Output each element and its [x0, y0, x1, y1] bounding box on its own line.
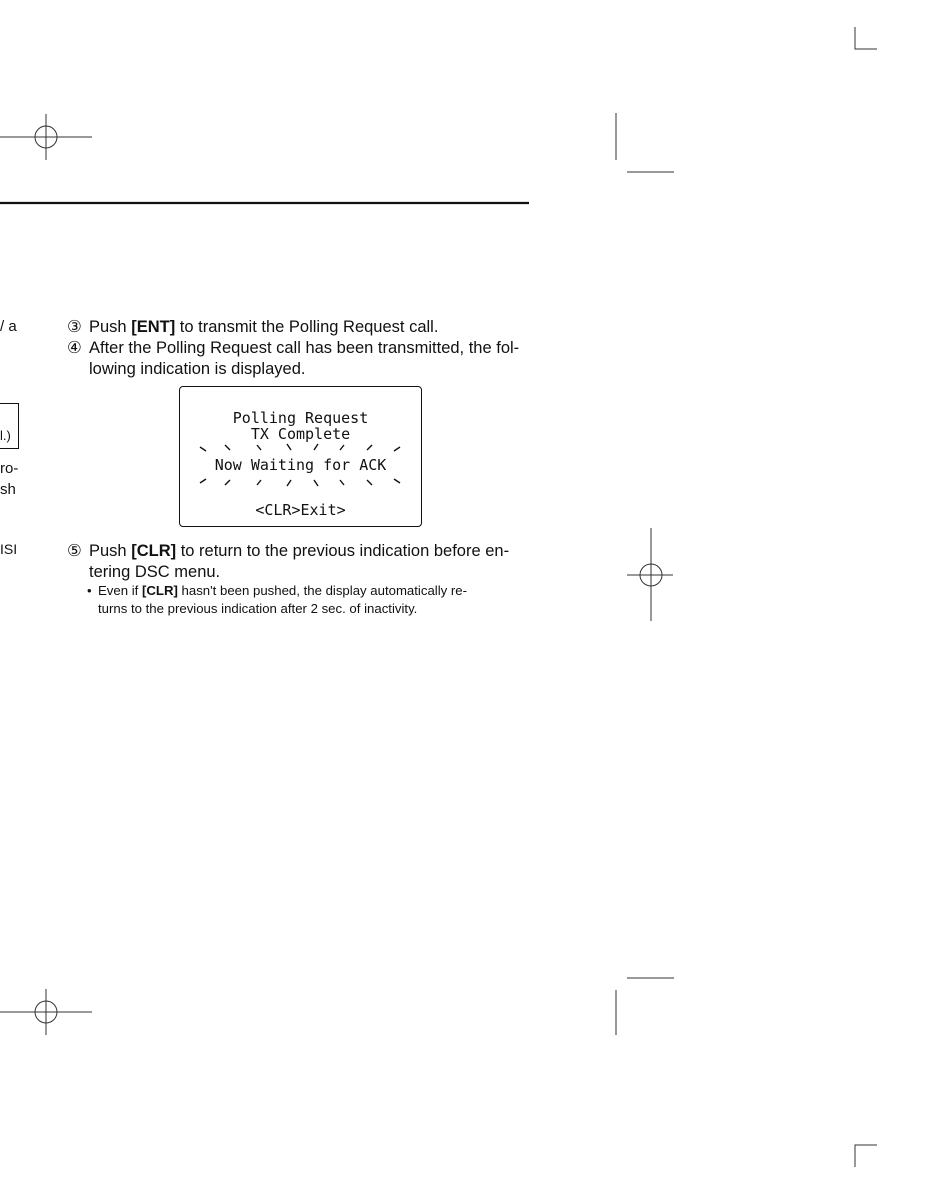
key-label-ent: [ENT] [131, 318, 176, 336]
note-text: turns to the previous indication after 2 sec. of inactivity. [98, 601, 418, 616]
lcd-line-title: Polling Request [232, 409, 369, 427]
note [87, 582, 531, 618]
step-text: tering DSC menu. [89, 563, 221, 581]
key-label-clr: [CLR] [131, 542, 177, 560]
note-text: hasn't been pushed, the display automatically re- [177, 583, 468, 598]
step-text: to transmit the Polling Request call. [175, 318, 439, 336]
lcd-display [179, 386, 422, 527]
step-text: Push [89, 318, 132, 336]
step-number: ⑤ [67, 542, 82, 560]
clipped-note-text: l.) [0, 428, 11, 443]
bullet: • [87, 583, 92, 598]
trim-marks [616, 27, 877, 1167]
registration-mark-bottom-left [0, 989, 92, 1035]
clipped-text-line: / a [0, 318, 17, 335]
clipped-text-line: ro- [0, 460, 19, 477]
step-5 [67, 541, 531, 583]
step-text: Push [89, 542, 132, 560]
registration-mark-right [627, 528, 673, 621]
key-label-clr: [CLR] [141, 583, 178, 598]
registration-mark-top-left [0, 114, 92, 160]
step-4 [67, 338, 531, 380]
step-number: ④ [67, 339, 82, 357]
step-number: ③ [67, 318, 82, 336]
clipped-text-line: ISI [0, 541, 18, 557]
blink-indicator-icon [180, 387, 421, 526]
step-text: After the Polling Request call has been transmitted, the fol- [89, 339, 520, 357]
step-text: lowing indication is displayed. [89, 360, 306, 378]
lcd-line-status: TX Complete [250, 425, 351, 443]
note-text: Even if [98, 583, 142, 598]
clipped-text-line: sh [0, 481, 16, 498]
lcd-line-exit: <CLR>Exit> [255, 501, 346, 519]
step-text: to return to the previous indication before en- [176, 542, 510, 560]
lcd-line-waiting: Now Waiting for ACK [214, 456, 387, 474]
step-3 [67, 317, 531, 338]
